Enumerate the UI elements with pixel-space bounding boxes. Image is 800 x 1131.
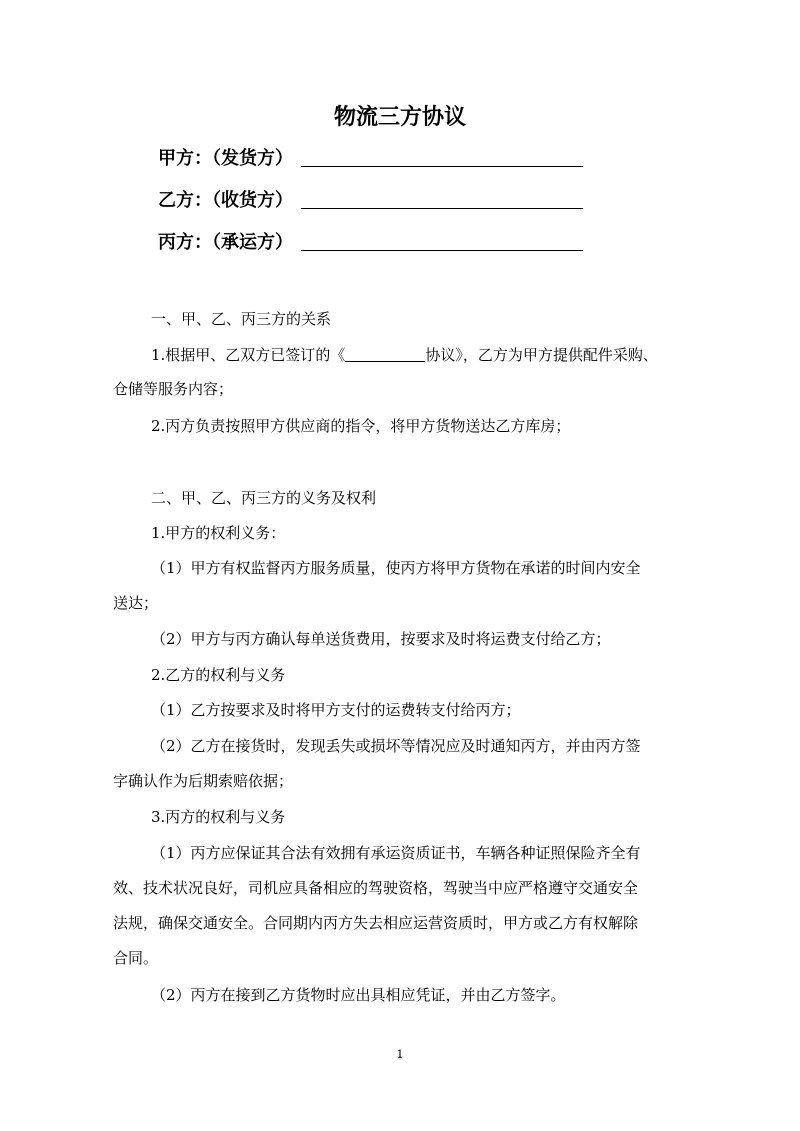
party-b-blank bbox=[301, 208, 583, 209]
party-a-duty-2: （2）甲方与丙方确认每单送货费用，按要求及时将运费支付给乙方； bbox=[151, 630, 611, 648]
party-a-blank bbox=[301, 166, 583, 167]
party-c-duty-1-line-4: 合同。 bbox=[113, 949, 159, 967]
page-number: 1 bbox=[396, 1048, 404, 1061]
party-b-line bbox=[158, 186, 293, 216]
party-a-line bbox=[158, 144, 293, 174]
party-c-duty-1-line-1: （1）丙方应保证其合法有效拥有承运资质证书，车辆各种证照保险齐全有 bbox=[151, 844, 641, 862]
party-b-duty-2-line-1: （2）乙方在接货时，发现丢失或损坏等情况应及时通知丙方，并由丙方签 bbox=[151, 737, 641, 755]
section-1-item-1-prefix: 1.根据甲、乙双方已签订的《 bbox=[151, 346, 346, 364]
party-c-blank bbox=[301, 250, 583, 251]
section-1-item-1-suffix: 协议》，乙方为甲方提供配件采购、 bbox=[425, 346, 658, 364]
party-a-duty-1-line-2: 送达； bbox=[113, 594, 159, 612]
party-c-duty-1-line-3: 法规，确保交通安全。合同期内丙方失去相应运营资质时，甲方或乙方有权解除 bbox=[113, 914, 639, 932]
party-c-label: 丙方：（承运方） bbox=[158, 232, 293, 253]
document-title: 物流三方协议 bbox=[333, 105, 466, 130]
agreement-name-blank bbox=[345, 345, 425, 362]
section-2-heading: 二、甲、乙、丙三方的义务及权利 bbox=[151, 489, 377, 507]
party-b-label: 乙方：（收货方） bbox=[158, 190, 293, 211]
party-c-duties-heading: 3.丙方的权利与义务 bbox=[151, 808, 286, 826]
party-a-duty-1-line-1: （1）甲方有权监督丙方服务质量，使丙方将甲方货物在承诺的时间内安全 bbox=[151, 559, 641, 577]
party-c-line bbox=[158, 228, 293, 258]
party-c-duty-2: （2）丙方在接到乙方货物时应出具相应凭证，并由乙方签字。 bbox=[151, 986, 566, 1004]
party-b-duty-1: （1）乙方按要求及时将甲方支付的运费转支付给丙方； bbox=[151, 701, 521, 719]
party-b-duties-heading: 2.乙方的权利与义务 bbox=[151, 666, 286, 684]
party-b-duty-2-line-2: 字确认作为后期索赔依据； bbox=[113, 772, 294, 790]
section-1-item-1-cont: 仓储等服务内容； bbox=[113, 380, 234, 398]
party-a-duties-heading: 1.甲方的权利义务： bbox=[151, 524, 286, 542]
section-1-heading: 一、甲、乙、丙三方的关系 bbox=[151, 310, 332, 328]
party-a-label: 甲方：（发货方） bbox=[158, 148, 293, 169]
party-c-duty-1-line-2: 效、技术状况良好，司机应具备相应的驾驶资格，驾驶当中应严格遵守交通安全 bbox=[113, 879, 639, 897]
section-1-item-1 bbox=[113, 338, 725, 372]
section-1-item-2: 2.丙方负责按照甲方供应商的指令，将甲方货物送达乙方库房； bbox=[151, 417, 571, 435]
